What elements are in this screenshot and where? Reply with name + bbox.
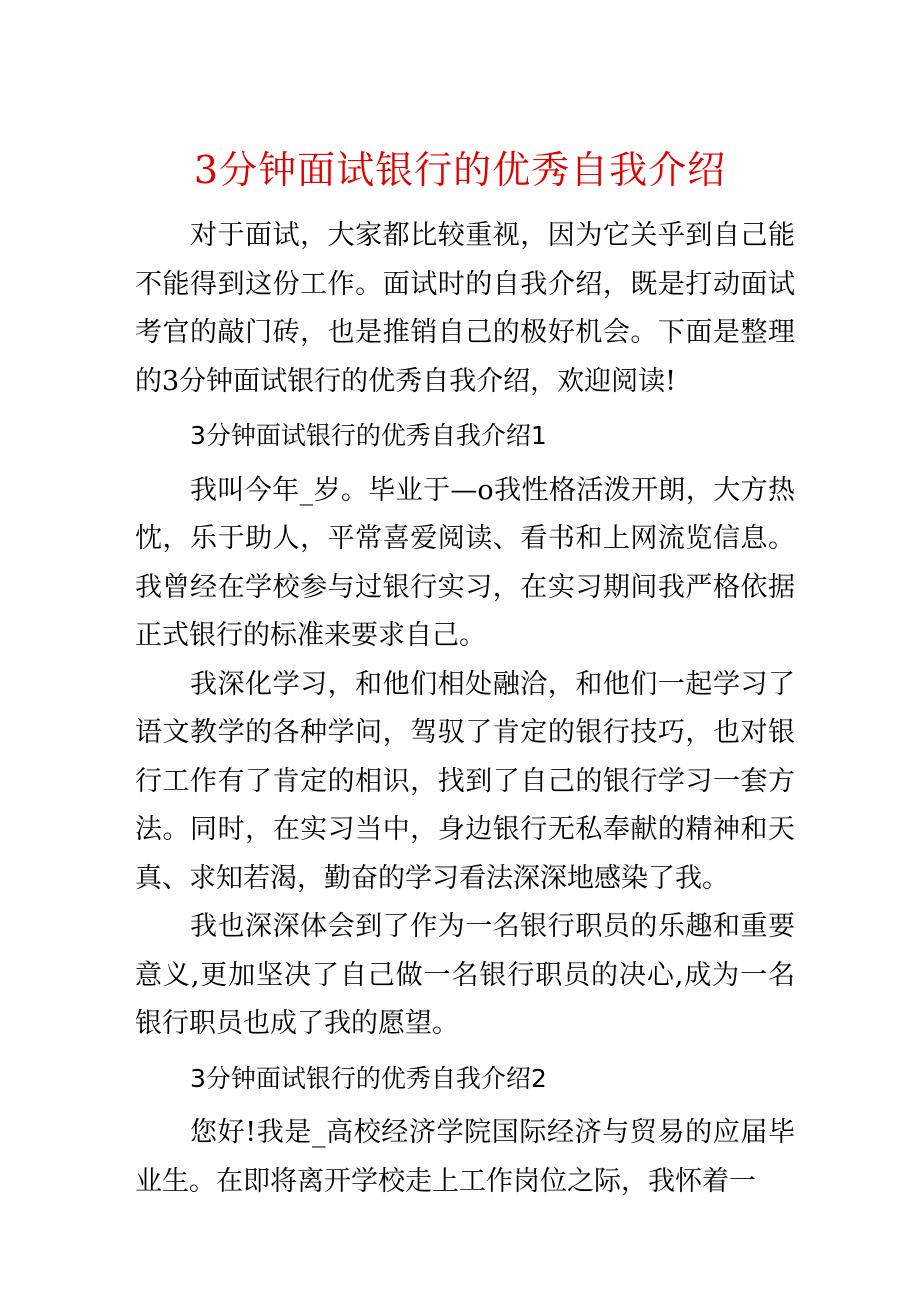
document-body — [135, 212, 795, 1206]
section1-paragraph-2: 我深化学习，和他们相处融洽，和他们一起学习了语文教学的各种学问，驾驭了肯定的银行技巧，也对银行工作有了肯定的相识，找到了自己的银行学习一套方法。同时，在实习当中，身边银行无私奉献的精神和天真、求知若渴，勤奋的学习看法深深地感染了我。 — [135, 668, 795, 894]
section1-paragraph-3: 我也深深体会到了作为一名银行职员的乐趣和重要意义,更加坚决了自己做一名银行职员的决心,成为一名银行职员也成了我的愿望。 — [135, 911, 795, 1039]
section2-paragraph-1: 您好!我是_高校经济学院国际经济与贸易的应届毕业生。在即将离开学校走上工作岗位之际，我怀着一 — [135, 1117, 795, 1197]
section-heading-1: 3分钟面试银行的优秀自我介绍1 — [190, 421, 547, 450]
section-heading-2: 3分钟面试银行的优秀自我介绍2 — [190, 1063, 547, 1093]
intro-paragraph: 对于面试，大家都比较重视，因为它关乎到自己能不能得到这份工作。面试时的自我介绍，既是打动面试考官的敲门砖，也是推销自己的极好机会。下面是整理的3分钟面试银行的优秀自我介绍，欢迎阅读! — [135, 220, 795, 397]
section1-paragraph-1: 我叫今年_岁。毕业于—o我性格活泼开朗，大方热忱，乐于助人，平常喜爱阅读、看书和上网流览信息。我曾经在学校参与过银行实习，在实习期间我严格依据正式银行的标准来要求自己。 — [135, 474, 795, 651]
document-title: 3分钟面试银行的优秀自我介绍 — [193, 148, 727, 192]
